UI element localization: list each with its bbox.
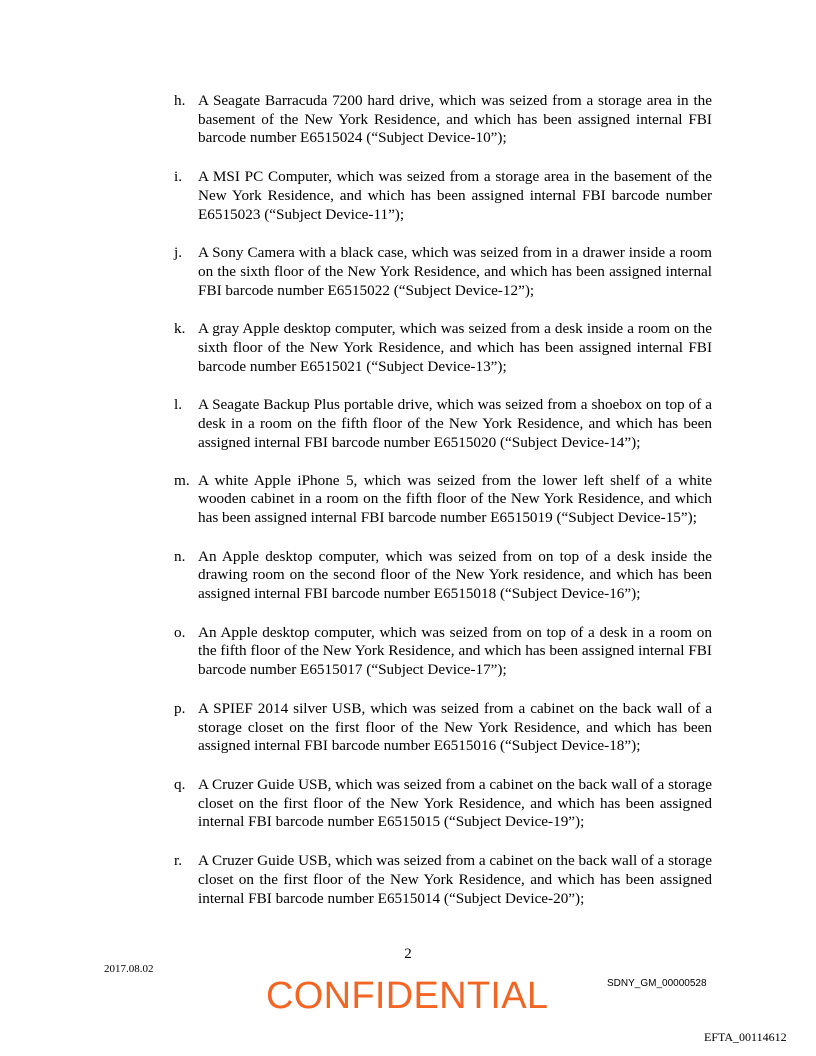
list-item [174, 320, 712, 376]
list-item [174, 852, 712, 908]
item-text: An Apple desktop computer, which was seized from on top of a desk inside the drawing room on the second floor of the New York residence, and which has been assigned internal FBI barcode number E6515018 (“Subject Device-16”); [198, 547, 712, 603]
bates-number: SDNY_GM_00000528 [607, 978, 707, 989]
item-letter: m. [174, 471, 190, 489]
confidential-watermark: CONFIDENTIAL [266, 975, 549, 1017]
item-text: A Cruzer Guide USB, which was seized from a cabinet on the back wall of a storage closet on the first floor of the New York Residence, and which has been assigned internal FBI barcode number E6515015 (“Subject Device-19”); [198, 775, 712, 831]
item-text: A gray Apple desktop computer, which was seized from a desk inside a room on the sixth floor of the New York Residence, and which has been assigned internal FBI barcode number E6515021 (“Subject Device-13”); [198, 320, 712, 375]
list-item [174, 396, 712, 452]
list-item [174, 168, 712, 224]
item-text: A MSI PC Computer, which was seized from a storage area in the basement of the New York Residence, and which has been assigned internal FBI barcode number E6515023 (“Subject Device-11”); [198, 168, 712, 223]
item-letter: i. [174, 168, 183, 186]
efta-number: EFTA_00114612 [704, 1030, 787, 1044]
item-letter: n. [174, 547, 186, 565]
date-stamp: 2017.08.02 [104, 963, 154, 975]
page-number: 2 [404, 946, 412, 962]
item-text: An Apple desktop computer, which was seized from on top of a desk in a room on the fifth floor of the New York Residence, and which has been assigned internal FBI barcode number E6515017 (“Subject Device-17”); [198, 623, 712, 679]
item-text: A Seagate Backup Plus portable drive, which was seized from a shoebox on top of a desk in a room on the fifth floor of the New York Residence, and which has been assigned internal FBI barcode number E6515020 (“Subject Device-14”); [198, 396, 712, 451]
item-letter: k. [174, 320, 186, 338]
list-item [174, 624, 712, 680]
item-letter: r. [174, 852, 183, 870]
item-text: A SPIEF 2014 silver USB, which was seized from a cabinet on the back wall of a storage closet on the first floor of the New York Residence, and which has been assigned internal FBI barcode number E6515016 (“Subject Device-18”); [198, 699, 712, 755]
list-item [174, 548, 712, 604]
subject-device-list [174, 92, 712, 928]
list-item [174, 244, 712, 300]
item-letter: o. [174, 623, 186, 641]
item-text: A Seagate Barracuda 7200 hard drive, which was seized from a storage area in the basement of the New York Residence, and which has been assigned internal FBI barcode number E6515024 (“Subject Device-10”); [198, 92, 712, 147]
list-item [174, 92, 712, 148]
item-text: A Sony Camera with a black case, which was seized from in a drawer inside a room on the sixth floor of the New York Residence, and which has been assigned internal FBI barcode number E6515022 (“Subject Device-12”); [198, 244, 712, 299]
item-letter: j. [174, 244, 183, 262]
item-text: A Cruzer Guide USB, which was seized from a cabinet on the back wall of a storage closet on the first floor of the New York Residence, and which has been assigned internal FBI barcode number E6515014 (“Subject Device-20”); [198, 852, 712, 907]
list-item [174, 700, 712, 756]
item-letter: q. [174, 775, 186, 793]
item-letter: h. [174, 92, 186, 109]
item-text: A white Apple iPhone 5, which was seized from the lower left shelf of a white wooden cabinet in a room on the fifth floor of the New York Residence, and which has been assigned internal FBI barcode number E6515019 (“Subject Device-15”); [198, 471, 712, 526]
item-letter: p. [174, 699, 186, 717]
list-item [174, 472, 712, 528]
list-item [174, 776, 712, 832]
item-letter: l. [174, 396, 183, 414]
